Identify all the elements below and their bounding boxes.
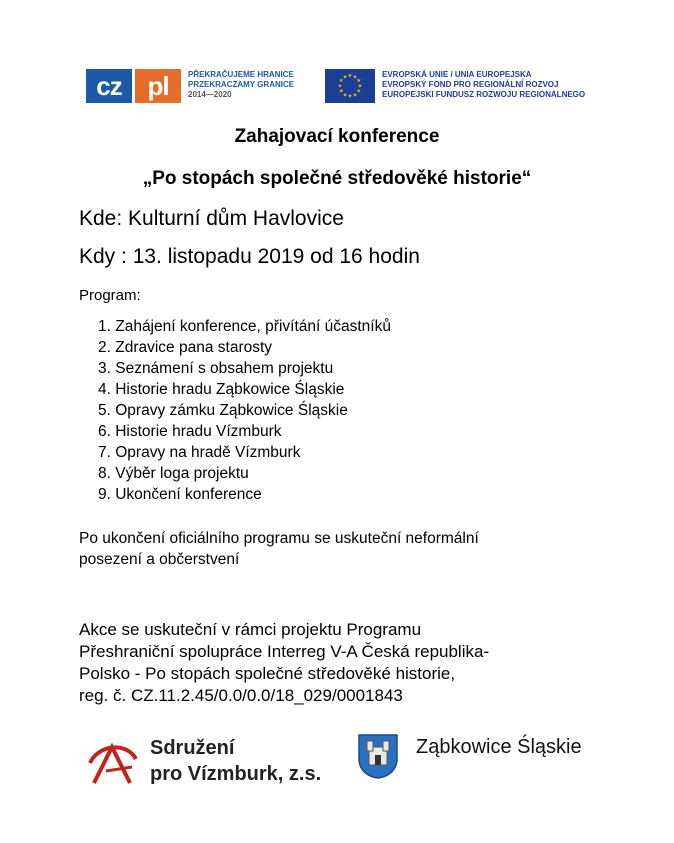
- cz-logo-pl: pl: [135, 69, 181, 103]
- svg-text:★: ★: [357, 83, 363, 90]
- cz-pl-line-1: PŘEKRAČUJEME HRANICE: [188, 70, 294, 79]
- org-line-1: Sdružení: [150, 737, 235, 759]
- svg-text:★: ★: [352, 74, 358, 81]
- svg-text:★: ★: [339, 78, 344, 84]
- program-item: 5. Opravy zámku Ząbkowice Śląskie: [98, 402, 348, 419]
- svg-text:★: ★: [356, 88, 361, 95]
- svg-text:★: ★: [342, 74, 348, 81]
- program-label: Program:: [79, 287, 141, 304]
- svg-text:★: ★: [342, 92, 348, 99]
- vizmburk-logo-icon: [86, 737, 140, 785]
- program-list: [98, 316, 391, 505]
- program-item: 3. Seznámení s obsahem projektu: [98, 360, 334, 377]
- svg-text:★: ★: [356, 78, 361, 84]
- program-item: 9. Ukončení konference: [98, 486, 262, 503]
- date-line: Kdy : 13. listopadu 2019 od 16 hodin: [79, 245, 420, 268]
- document-title: Zahajovací konference: [234, 126, 440, 147]
- zabkowice-crest-icon: [357, 733, 399, 779]
- project-note-line: reg. č. CZ.11.2.45/0.0/0.0/18_029/0001843: [79, 686, 403, 705]
- program-item: 7. Opravy na hradě Vízmburk: [98, 444, 301, 461]
- program-item: 8. Výběr loga projektu: [98, 465, 249, 482]
- program-item: 1. Zahájení konference, přivítání účastníků: [98, 318, 391, 335]
- org-line-2: pro Vízmburk, z.s.: [150, 763, 322, 785]
- after-program-note: [79, 528, 599, 570]
- interreg-cz-pl-logo: [86, 69, 183, 103]
- eu-line-1: EVROPSKÁ UNIE / UNIA EUROPEJSKA: [382, 70, 532, 79]
- svg-text:★: ★: [337, 83, 343, 90]
- eu-flag-icon: [325, 69, 375, 103]
- vizmburk-org-name: [150, 735, 321, 787]
- program-item: 4. Historie hradu Ząbkowice Śląskie: [98, 381, 345, 398]
- after-program-line: posezení a občerstvení: [79, 551, 240, 568]
- eu-line-3: EUROPEJSKI FUNDUSZ ROZWOJU REGIONALNEGO: [382, 90, 586, 99]
- cz-pl-line-2: PRZEKRACZAMY GRANICE: [188, 80, 295, 89]
- project-note-line: Přeshraniční spolupráce Interreg V-A Česká republika-: [79, 642, 490, 661]
- cz-pl-logo-text: [188, 70, 294, 100]
- program-item: 6. Historie hradu Vízmburk: [98, 423, 282, 440]
- project-note-line: Akce se uskuteční v rámci projektu Programu: [79, 620, 422, 639]
- eu-line-2: EVROPSKÝ FOND PRO REGIONÁLNÍ ROZVOJ: [382, 80, 559, 89]
- svg-text:★: ★: [352, 92, 358, 99]
- location-line: Kde: Kulturní dům Havlovice: [79, 207, 344, 230]
- after-program-line: Po ukončení oficiálního programu se uskuteční neformální: [79, 530, 479, 547]
- zabkowice-town-name: Ząbkowice Śląskie: [416, 736, 582, 758]
- cz-pl-line-3: 2014—2020: [188, 90, 232, 99]
- svg-text:★: ★: [347, 93, 353, 100]
- svg-text:★: ★: [339, 88, 344, 95]
- cz-logo-cz: cz: [86, 69, 132, 103]
- eu-logo-text: [382, 70, 585, 100]
- svg-text:★: ★: [347, 73, 353, 79]
- project-note: [79, 619, 619, 707]
- program-item: 2. Zdravice pana starosty: [98, 339, 273, 356]
- project-note-line: Polsko - Po stopách společné středověké historie,: [79, 664, 456, 683]
- document-subtitle: „Po stopách společné středověké historie“: [142, 168, 532, 189]
